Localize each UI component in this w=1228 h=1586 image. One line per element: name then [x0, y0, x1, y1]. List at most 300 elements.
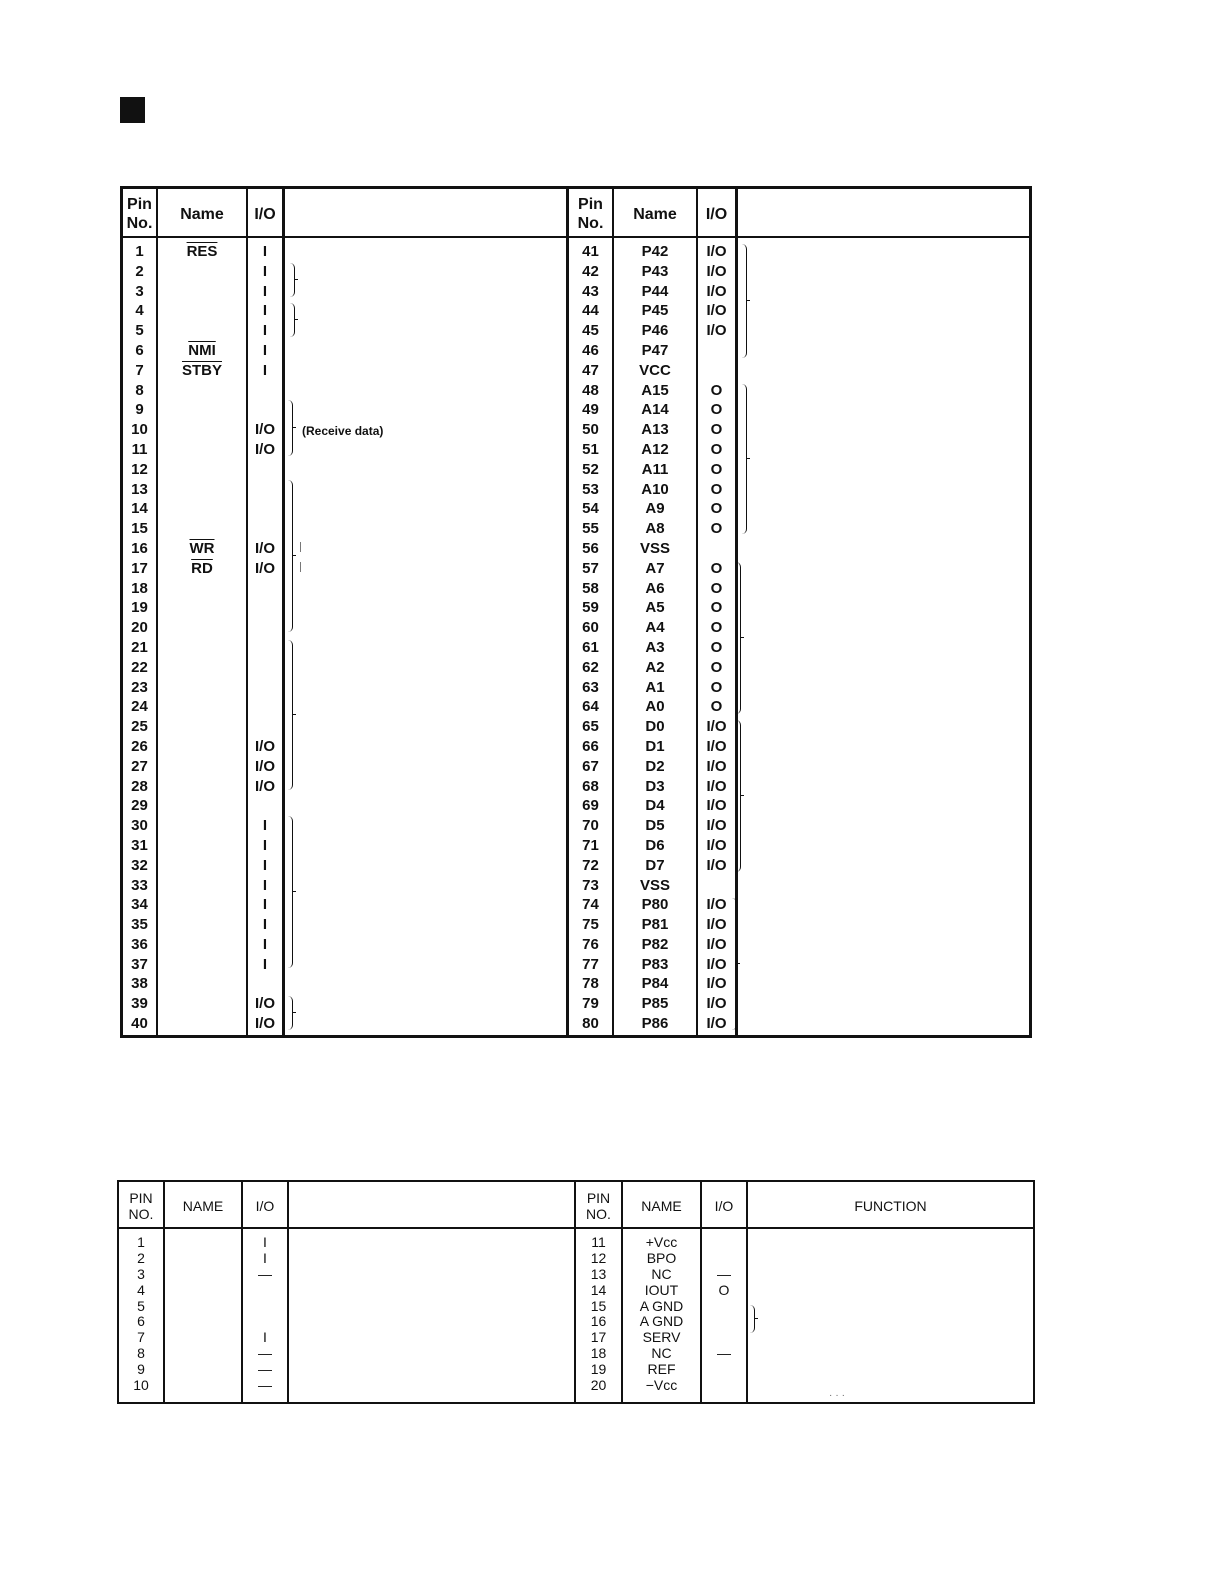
pin-name: SERV: [642, 1329, 681, 1346]
table-row: [123, 341, 283, 361]
table-row: [576, 1283, 746, 1299]
pin-name: VSS: [639, 876, 670, 894]
pin-io: O: [710, 658, 723, 676]
table-row: [576, 1251, 746, 1267]
table-row: [123, 737, 283, 757]
pin-number: 18: [590, 1345, 607, 1362]
table-row: [119, 1314, 289, 1330]
pin-io: I: [262, 836, 268, 854]
table-row: [123, 579, 283, 599]
pin-io: I/O: [254, 757, 275, 775]
table-row: [123, 974, 283, 994]
pin-name: P85: [641, 995, 669, 1013]
table-row: [569, 1014, 735, 1034]
pin-number: 4: [137, 1281, 145, 1298]
pin-name: VCC: [639, 361, 671, 379]
table-row: [576, 1267, 746, 1283]
pin-name: P45: [641, 302, 669, 320]
pin-io: O: [710, 480, 723, 498]
pin-name: IOUT: [644, 1281, 679, 1298]
table-row: [119, 1330, 289, 1346]
pin-number: 12: [131, 460, 148, 478]
pin-name: A7: [645, 559, 665, 577]
pin-io: I: [262, 935, 268, 953]
pin-io: I/O: [706, 737, 727, 755]
pin-number: 4: [135, 302, 144, 320]
pin-number: 6: [135, 341, 144, 359]
table-row: [569, 321, 735, 341]
table-row: [123, 658, 283, 678]
pin-number: 68: [582, 777, 599, 795]
pin-name: NC: [651, 1265, 672, 1282]
pin-number: 23: [131, 678, 148, 696]
pin-io: I/O: [706, 1015, 727, 1033]
pin-number: 21: [131, 638, 148, 656]
table-row: [569, 796, 735, 816]
header-pin-no: Pin No.: [126, 196, 153, 232]
pin-number: 15: [131, 520, 148, 538]
pin-number: 22: [131, 658, 148, 676]
pin-number: 30: [131, 817, 148, 835]
pin-io: O: [710, 440, 723, 458]
table-row: [576, 1378, 746, 1394]
table-row: [123, 440, 283, 460]
pin-number: 15: [590, 1297, 607, 1314]
pin-io: I/O: [254, 1015, 275, 1033]
table-row: [119, 1267, 289, 1283]
table-row: [123, 262, 283, 282]
pin-name: A GND: [639, 1297, 684, 1314]
pin-number: 53: [582, 480, 599, 498]
pin-name: NC: [651, 1345, 672, 1362]
table-row: [569, 935, 735, 955]
pin-number: 56: [582, 539, 599, 557]
pin-name: P83: [641, 955, 669, 973]
pin-number: 11: [131, 440, 148, 458]
pin-number: 28: [131, 777, 148, 795]
pin-name: A6: [645, 579, 665, 597]
table-row: [119, 1378, 289, 1394]
pin-name: D5: [645, 817, 665, 835]
pin-number: 27: [131, 757, 148, 775]
pin-number: 11: [591, 1234, 606, 1250]
table-row: [576, 1314, 746, 1330]
table-row: [569, 876, 735, 896]
pin-name: A0: [645, 698, 665, 716]
pin-io: O: [710, 421, 723, 439]
table-row: [576, 1235, 746, 1251]
pin-name: $\overline{WR}$: [189, 539, 215, 557]
pin-io: O: [710, 599, 723, 617]
pin-io: O: [710, 579, 723, 597]
table-row: [123, 381, 283, 401]
pin-io: I/O: [254, 737, 275, 755]
pin-number: 3: [137, 1265, 145, 1282]
table-row: [569, 895, 735, 915]
pin-number: 42: [582, 262, 599, 280]
pin-name: P86: [641, 1015, 669, 1033]
pin-name: BPO: [646, 1249, 677, 1266]
pin-number: 54: [582, 500, 599, 518]
pin-number: 44: [582, 302, 599, 320]
header-pin-no: PIN NO.: [128, 1190, 154, 1222]
pin-name: D2: [645, 757, 665, 775]
pin-number: 9: [135, 401, 144, 419]
table-row: [569, 262, 735, 282]
pin-number: 37: [131, 955, 148, 973]
table-row: [569, 460, 735, 480]
pin-name: REF: [647, 1361, 676, 1378]
table-row: [123, 678, 283, 698]
table-row: [119, 1235, 289, 1251]
pin-table-20: [117, 1180, 1035, 1404]
right-pin-rows: [576, 1235, 746, 1394]
pin-number: 2: [135, 262, 144, 280]
table-row: [569, 915, 735, 935]
table-row: [569, 420, 735, 440]
pin-number: 12: [590, 1249, 607, 1266]
table-row: [576, 1346, 746, 1362]
pin-number: 46: [582, 341, 599, 359]
pin-number: 33: [131, 876, 148, 894]
table-row: [576, 1299, 746, 1315]
pin-name: STBY: [181, 361, 222, 379]
table-row: [123, 955, 283, 975]
header-pin-no: Pin No.: [577, 196, 604, 232]
pin-number: 47: [582, 361, 599, 379]
pin-io: I/O: [254, 440, 275, 458]
pin-number: 62: [582, 658, 599, 676]
pin-io: I: [262, 916, 268, 934]
pin-io: I: [262, 955, 268, 973]
table-row: [569, 341, 735, 361]
pin-name: D0: [645, 718, 665, 736]
pin-name: $\overline{NMI}$: [188, 341, 216, 359]
tick-mark: [300, 542, 301, 552]
pin-number: 8: [137, 1345, 145, 1362]
pin-io: O: [710, 619, 723, 637]
pin-io: I/O: [254, 559, 275, 577]
pin-number: 79: [582, 995, 599, 1013]
pin-name: D6: [645, 836, 665, 854]
pin-number: 34: [131, 896, 148, 914]
pin-name: P80: [641, 896, 669, 914]
table-row: [119, 1283, 289, 1299]
pin-number: 31: [131, 836, 148, 854]
pin-number: 20: [131, 619, 148, 637]
table-row: [119, 1299, 289, 1315]
pin-io: O: [718, 1281, 730, 1298]
table-row: [123, 777, 283, 797]
pin-number: 49: [582, 401, 599, 419]
pin-io: O: [710, 381, 723, 399]
table-row: [569, 301, 735, 321]
table-row: [569, 757, 735, 777]
pin-io: I/O: [254, 995, 275, 1013]
table-row: [123, 717, 283, 737]
pin-io: I/O: [254, 539, 275, 557]
table-row: [576, 1330, 746, 1346]
table-row: [123, 400, 283, 420]
table-row: [569, 519, 735, 539]
header-io: I/O: [254, 205, 276, 223]
pin-io: O: [710, 520, 723, 538]
pin-table-80: [120, 186, 1032, 1038]
pin-name: +Vcc: [645, 1234, 678, 1250]
header-pin-no: PIN NO.: [586, 1190, 611, 1222]
table-row: [569, 440, 735, 460]
table-row: [123, 836, 283, 856]
pin-name: P44: [641, 282, 669, 300]
pin-number: 8: [135, 381, 144, 399]
pin-io: —: [258, 1361, 272, 1378]
pin-number: 35: [131, 916, 148, 934]
table-row: [569, 559, 735, 579]
pin-number: 80: [582, 1015, 599, 1033]
pin-number: 65: [582, 718, 599, 736]
pin-name: A15: [641, 381, 669, 399]
pin-io: I: [262, 302, 268, 320]
pin-io: I: [263, 1329, 267, 1346]
pin-number: 61: [582, 638, 599, 656]
pin-number: 40: [131, 1015, 148, 1033]
pin-number: 36: [131, 935, 148, 953]
pin-io: I: [262, 896, 268, 914]
pin-io: I/O: [706, 282, 727, 300]
pin-number: 9: [137, 1361, 145, 1378]
table-row: [569, 381, 735, 401]
pin-io: I: [262, 361, 268, 379]
table-row: [569, 242, 735, 262]
table-row: [569, 579, 735, 599]
table-row: [123, 499, 283, 519]
table-row: [123, 460, 283, 480]
pin-number: 77: [582, 955, 599, 973]
pin-number: 24: [131, 698, 148, 716]
pin-name: VSS: [639, 539, 670, 557]
table-row: [569, 856, 735, 876]
pin-number: 16: [131, 539, 148, 557]
pin-io: I/O: [706, 718, 727, 736]
pin-name: A13: [641, 421, 669, 439]
pin-name: A9: [645, 500, 665, 518]
pin-name: P46: [641, 322, 669, 340]
pin-io: I: [262, 243, 268, 260]
table-row: [569, 598, 735, 618]
pin-number: 29: [131, 797, 148, 815]
table-row: [569, 658, 735, 678]
header-name: NAME: [641, 1198, 682, 1214]
pin-name: A5: [645, 599, 665, 617]
table-row: [123, 935, 283, 955]
pin-number: 7: [137, 1329, 145, 1346]
header-io: I/O: [255, 1198, 275, 1214]
pin-io: I: [263, 1249, 267, 1266]
pin-io: I/O: [706, 896, 727, 914]
header-io: I/O: [714, 1198, 734, 1214]
pin-io: —: [258, 1377, 272, 1394]
pin-number: 10: [131, 421, 148, 439]
pin-io: I/O: [706, 777, 727, 795]
table-row: [569, 994, 735, 1014]
faint-dots: ···: [829, 1390, 848, 1401]
table-row: [123, 915, 283, 935]
table-row: [123, 796, 283, 816]
pin-io: I/O: [706, 916, 727, 934]
right-pin-rows: [569, 242, 735, 1034]
pin-io: O: [710, 460, 723, 478]
pin-name: A11: [641, 460, 669, 478]
header-divider: [120, 236, 1032, 238]
table-row: [123, 697, 283, 717]
pin-number: 73: [582, 876, 599, 894]
pin-number: 52: [582, 460, 599, 478]
pin-number: 75: [582, 916, 599, 934]
pin-number: 69: [582, 797, 599, 815]
pin-name: P84: [641, 975, 669, 993]
pin-io: I/O: [706, 262, 727, 280]
table-row: [569, 816, 735, 836]
pin-number: 70: [582, 817, 599, 835]
pin-io: I/O: [254, 421, 275, 439]
table-row: [569, 618, 735, 638]
pin-io: I: [262, 262, 268, 280]
pin-number: 17: [131, 559, 148, 577]
table-row: [119, 1251, 289, 1267]
pin-io: I/O: [706, 995, 727, 1013]
pin-number: 20: [590, 1377, 607, 1394]
pin-number: 43: [582, 282, 599, 300]
table-row: [569, 480, 735, 500]
pin-io: O: [710, 638, 723, 656]
pin-number: 39: [131, 995, 148, 1013]
pin-number: 19: [590, 1361, 607, 1378]
pin-io: I: [262, 282, 268, 300]
pin-io: I: [262, 341, 268, 359]
table-row: [123, 816, 283, 836]
pin-io: I/O: [706, 757, 727, 775]
pin-io: I/O: [706, 856, 727, 874]
pin-number: 1: [137, 1234, 145, 1250]
pin-number: 6: [137, 1313, 145, 1330]
pin-io: I/O: [706, 955, 727, 973]
table-row: [569, 777, 735, 797]
pin-name: −Vcc: [645, 1377, 678, 1394]
table-row: [119, 1346, 289, 1362]
pin-io: —: [258, 1345, 272, 1362]
table-row: [569, 638, 735, 658]
pin-number: 25: [131, 718, 148, 736]
pin-number: 51: [582, 440, 599, 458]
tick-mark: [300, 562, 301, 572]
pin-number: 17: [590, 1329, 607, 1346]
header-name: NAME: [182, 1198, 224, 1214]
pin-io: I: [263, 1234, 267, 1250]
pin-number: 71: [582, 836, 599, 854]
pin-io: —: [717, 1265, 731, 1282]
table-row: [123, 598, 283, 618]
table-row: [123, 1014, 283, 1034]
pin-name: D7: [645, 856, 665, 874]
header-io: I/O: [705, 205, 728, 223]
pin-number: 13: [590, 1265, 607, 1282]
table-row: [123, 757, 283, 777]
table-row: [123, 856, 283, 876]
pin-number: 7: [135, 361, 144, 379]
pin-io: I/O: [706, 817, 727, 835]
pin-name: A10: [641, 480, 669, 498]
table-row: [569, 974, 735, 994]
table-row: [569, 499, 735, 519]
pin-number: 14: [590, 1281, 607, 1298]
pin-number: 66: [582, 737, 599, 755]
pin-io: O: [710, 698, 723, 716]
pin-io: I: [262, 817, 268, 835]
header-name: Name: [633, 205, 677, 223]
pin-number: 50: [582, 421, 599, 439]
pin-number: 5: [135, 322, 144, 340]
pin-number: 32: [131, 856, 148, 874]
pin-number: 48: [582, 381, 599, 399]
table-row: [576, 1362, 746, 1378]
pin-name: A12: [641, 440, 669, 458]
pin-name: P47: [641, 341, 669, 359]
table-row: [569, 836, 735, 856]
pin-name: D4: [645, 797, 665, 815]
table-row: [569, 955, 735, 975]
header-divider: [117, 1227, 1035, 1229]
pin-number: 14: [131, 500, 148, 518]
pin-io: I/O: [254, 777, 275, 795]
pin-io: I/O: [706, 243, 727, 260]
pin-name: $\overline{RD}$: [191, 559, 213, 577]
pin-name: P43: [641, 262, 669, 280]
table-row: [123, 420, 283, 440]
pin-io: I/O: [706, 797, 727, 815]
table-row: [119, 1362, 289, 1378]
pin-number: 26: [131, 737, 148, 755]
pin-name: P81: [641, 916, 669, 934]
pin-io: O: [710, 500, 723, 518]
left-pin-rows: [119, 1235, 289, 1394]
table-row: [569, 737, 735, 757]
table-row: [569, 697, 735, 717]
table-row: [123, 876, 283, 896]
pin-number: 55: [582, 520, 599, 538]
pin-name: A3: [645, 638, 665, 656]
pin-name: A2: [645, 658, 665, 676]
pin-number: 76: [582, 935, 599, 953]
pin-number: 41: [582, 243, 599, 260]
pin-io: O: [710, 559, 723, 577]
pin-io: I/O: [706, 975, 727, 993]
pin-io: I/O: [706, 302, 727, 320]
pin-number: 67: [582, 757, 599, 775]
table-row: [123, 242, 283, 262]
table-row: [123, 282, 283, 302]
table-row: [123, 361, 283, 381]
pin-number: 1: [135, 243, 144, 260]
pin-number: 2: [137, 1249, 145, 1266]
pin-number: 38: [131, 975, 148, 993]
pin-name: A14: [641, 401, 669, 419]
pin-number: 63: [582, 678, 599, 696]
table-row: [123, 480, 283, 500]
table-row: [123, 519, 283, 539]
table-row: [569, 678, 735, 698]
left-pin-rows: [123, 242, 283, 1034]
pin-number: 58: [582, 579, 599, 597]
